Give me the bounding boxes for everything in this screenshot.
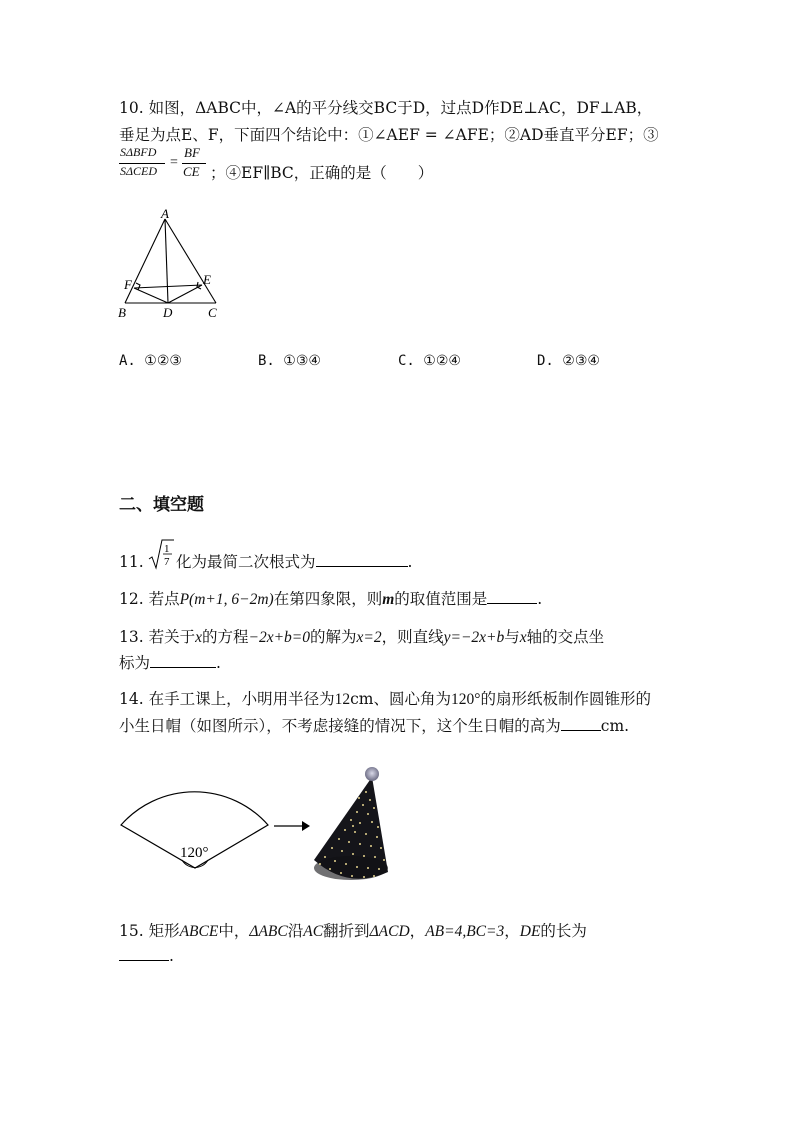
- q14-line1: 14. 在手工课上，小明用半径为12cm、圆心角为120°的扇形纸板制作圆锥形的: [119, 690, 651, 708]
- q10-rhs-denominator: CE: [183, 164, 200, 179]
- bisector-ad: [165, 219, 168, 303]
- q10-option-d: D. ②③④: [537, 353, 600, 369]
- section-title: 二、填空题: [119, 495, 204, 515]
- label-a: A: [161, 206, 169, 221]
- q10-frac-numerator: SΔBFD: [120, 145, 157, 159]
- q10-line3-rest: ；④EF∥BC，正确的是（ ）: [210, 164, 434, 182]
- q11-number: 11.: [119, 553, 144, 571]
- q12-text: 12. 若点P(m+1, 6−2m)在第四象限，则m的取值范围是 .: [119, 590, 543, 608]
- q11-radical: [147, 537, 175, 571]
- q15-answer-blank[interactable]: [119, 946, 169, 961]
- party-hat-icon: [308, 760, 400, 900]
- segment-ef: [134, 285, 202, 288]
- q11-text: 化为最简二次根式为 .: [176, 553, 413, 571]
- label-f: F: [124, 277, 132, 292]
- q12-point: P(m+1, 6−2m): [179, 591, 274, 608]
- q10-option-b: B. ①③④: [258, 353, 321, 369]
- q10-frac-denominator: SΔCED: [120, 164, 158, 178]
- label-b: B: [118, 305, 126, 320]
- q11-radicand-den: 7: [164, 556, 170, 568]
- q11-answer-blank[interactable]: [316, 552, 408, 567]
- q15-given: AB=4,BC=3: [425, 923, 505, 940]
- arrow-icon: [272, 818, 312, 834]
- label-e: E: [203, 272, 211, 287]
- q11-radicand-num: 1: [164, 543, 170, 555]
- label-c: C: [208, 305, 217, 320]
- label-d: D: [163, 305, 173, 320]
- q10-rhs-numerator: BF: [184, 145, 200, 160]
- q10-line2: 垂足为点E、F，下面四个结论中：①∠AEF = ∠AFE；②AD垂直平分EF；③: [119, 126, 659, 144]
- q10-triangle-figure: [112, 205, 227, 320]
- q10-frac-equals: =: [170, 155, 178, 170]
- q15-line2: .: [119, 946, 174, 966]
- q14-sector-figure: [112, 775, 277, 875]
- q12-answer-blank[interactable]: [487, 589, 537, 604]
- q14-angle-label: 120°: [180, 845, 209, 861]
- q13-line1: 13. 若关于x的方程−2x+b=0的解为x=2，则直线y=−2x+b与x轴的交点坐: [119, 628, 605, 646]
- q14-line2: 小生日帽（如图所示），不考虑接缝的情况下，这个生日帽的高为 cm.: [119, 717, 630, 735]
- q14-answer-blank[interactable]: [561, 716, 601, 731]
- q10-line1: 10. 如图，ΔABC中，∠A的平分线交BC于D，过点D作DE⊥AC，DF⊥AB，: [119, 99, 653, 117]
- segment-df: [134, 288, 168, 303]
- q15-line1: 15. 矩形ABCE中，ΔABC沿AC翻折到ΔACD，AB=4,BC=3，DE的长为: [119, 922, 587, 940]
- q13-line-eq: y=−2x+b: [443, 629, 505, 646]
- side-ac: [165, 219, 216, 303]
- q13-solution: x=2: [356, 629, 382, 646]
- q10-option-a: A. ①②③: [119, 353, 182, 369]
- q10-option-c: C. ①②④: [398, 353, 461, 369]
- q12-var-m: m: [382, 591, 395, 608]
- q13-answer-blank[interactable]: [150, 653, 216, 668]
- q13-line2: 标为 .: [119, 654, 221, 672]
- segment-de: [168, 285, 202, 303]
- q13-equation: −2x+b=0: [248, 629, 310, 646]
